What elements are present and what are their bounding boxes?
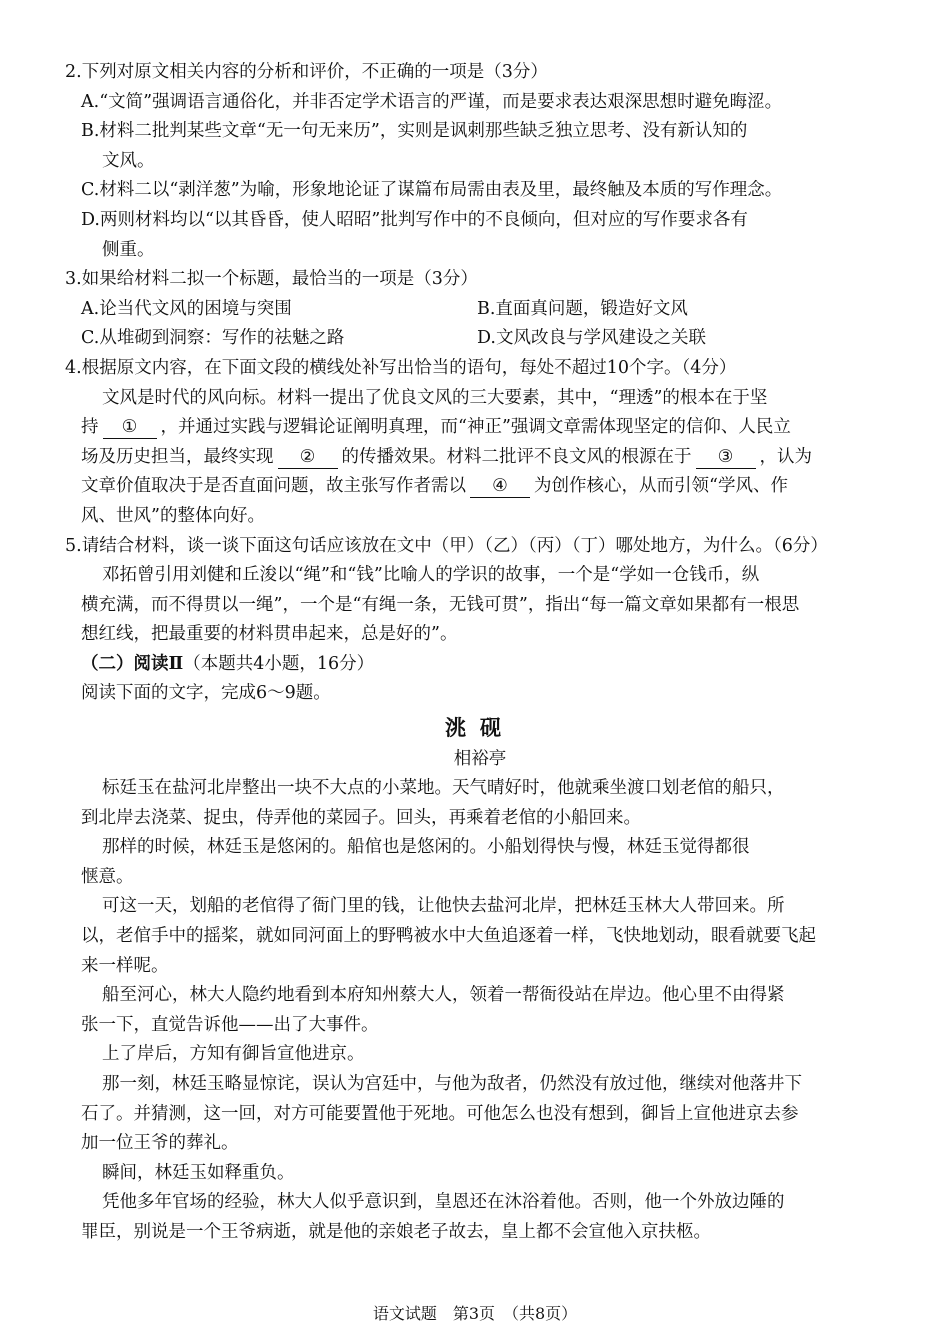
page-footer: 语文试题 第3页 （共8页） (372, 1304, 578, 1323)
q3-options-row-1 (60, 295, 900, 325)
q3-option-c: C.从堆砌到洞察：写作的祛魅之路 (81, 328, 345, 349)
q4-stem: 4.根据原文内容，在下面文段的横线处补写出恰当的语句，每处不超过10个字。（4分） (65, 357, 737, 378)
q2-option-c: C.材料二以“剥洋葱”为喻，形象地论证了谋篇布局需由表及里，最终触及本质的写作理念。 (81, 180, 783, 201)
article-paragraph-line: 来一样呢。 (81, 955, 169, 976)
q4-text: 场及历史担当，最终实现 (81, 446, 274, 467)
section-heading (60, 650, 900, 680)
exam-page (60, 58, 900, 1248)
article-paragraph-line: 那样的时候，林廷玉是悠闲的。船倌也是悠闲的。小船划得快与慢，林廷玉觉得都很 (102, 837, 750, 858)
article-paragraph-line: 可这一天，划船的老倌得了衙门里的钱，让他快去盐河北岸，把林廷玉林大人带回来。所 (102, 896, 785, 917)
q5-quote-line-2: 横充满，而不得贯以一绳”，一个是“有绳一条，无钱可贯”，指出“每一篇文章如果都有一根思 (81, 594, 800, 615)
section-heading-detail: （本题共4小题，16分） (183, 653, 375, 674)
article-paragraph-line: 以，老倌手中的摇桨，就如同河面上的野鸭被水中大鱼追逐着一样，飞快地划动，眼看就要飞起 (81, 926, 816, 947)
q4-text: ，认为 (759, 446, 812, 467)
q2-option-b: B.材料二批判某些文章“无一句无来历”，实则是讽刺那些缺乏独立思考、没有新认知的 (81, 121, 748, 142)
section-heading-label: （二）阅读Ⅱ (81, 653, 184, 674)
q4-passage-line-4 (60, 472, 900, 502)
section-instruction: 阅读下面的文字，完成6～9题。 (81, 683, 331, 704)
q2-option-b-cont: 文风。 (102, 150, 155, 171)
article-paragraph-line: 那一刻，林廷玉略显惊诧，误认为宫廷中，与他为敌者，仍然没有放过他，继续对他落井下 (102, 1074, 802, 1094)
article-paragraph-line: 瞬间，林廷玉如释重负。 (102, 1162, 295, 1183)
q4-passage-line-2 (60, 413, 900, 443)
article-paragraph-line: 加一位王爷的葬礼。 (81, 1133, 239, 1154)
q4-blank-4: ④ (470, 475, 530, 498)
article-paragraph-line: 罪臣，别说是一个王爷病逝，就是他的亲娘老子故去，皇上都不会宣他入京扶柩。 (81, 1221, 711, 1242)
article-paragraph-line: 凭他多年官场的经验，林大人似乎意识到，皇恩还在沐浴着他。否则，他一个外放边陲的 (102, 1192, 785, 1213)
q2-option-d: D.两则材料均以“以其昏昏，使人昭昭”批判写作中的不良倾向，但对应的写作要求各有 (81, 209, 748, 230)
q3-option-d: D.文风改良与学风建设之关联 (477, 328, 706, 349)
q2-stem: 2.下列对原文相关内容的分析和评价，不正确的一项是（3分） (65, 62, 548, 82)
article-title: 洮砚 (445, 715, 515, 741)
q5-quote-line-1: 邓拓曾引用刘健和丘浚以“绳”和“钱”比喻人的学识的故事，一个是“学如一仓钱币，纵 (102, 565, 760, 586)
article-paragraph-line: 船至河心，林大人隐约地看到本府知州蔡大人，领着一帮衙役站在岸边。他心里不由得紧 (102, 985, 785, 1006)
article-paragraph-line: 石了。并猜测，这一回，对方可能要置他于死地。可他怎么也没有想到，御旨上宣他进京去参 (81, 1103, 799, 1124)
q3-option-b: B.直面真问题，锻造好文风 (477, 298, 688, 319)
q4-text: 持 (81, 417, 99, 438)
q5-stem: 5.请结合材料，谈一谈下面这句话应该放在文中（甲）（乙）（丙）（丁）哪处地方，为什么。（6分） (65, 535, 828, 556)
q4-text: ，并通过实践与逻辑论证阐明真理，而“神正”强调文章需体现坚定的信仰、人民立 (160, 417, 791, 438)
q3-option-a: A.论当代文风的困境与突围 (81, 298, 292, 319)
article-paragraph-line: 惬意。 (81, 866, 134, 887)
q4-passage-line-5: 风、世风”的整体向好。 (81, 505, 265, 526)
q4-blank-1: ① (103, 416, 157, 439)
article-paragraph-line: 上了岸后，方知有御旨宣他进京。 (102, 1044, 365, 1065)
q4-blank-3: ③ (696, 446, 756, 469)
q3-stem: 3.如果给材料二拟一个标题，最恰当的一项是（3分） (65, 269, 478, 290)
q2-option-a: A.“文简”强调语言通俗化，并非否定学术语言的严谨，而是要求表达艰深思想时避免晦涩。 (81, 91, 783, 112)
q2-option-d-cont: 侧重。 (102, 239, 155, 260)
article-paragraph-line: 标廷玉在盐河北岸整出一块不大点的小菜地。天气晴好时，他就乘坐渡口划老倌的船只， (102, 778, 785, 799)
q5-quote-line-3: 想红线，把最重要的材料贯串起来，总是好的”。 (81, 624, 458, 645)
q4-blank-2: ② (278, 446, 338, 469)
article-body (60, 774, 900, 1248)
q4-passage-line-1: 文风是时代的风向标。材料一提出了优良文风的三大要素，其中，“理透”的根本在于坚 (102, 387, 768, 408)
q4-text: 文章价值取决于是否直面问题，故主张写作者需以 (81, 476, 466, 497)
q4-text: 的传播效果。材料二批评不良文风的根源在于 (341, 446, 692, 467)
q3-options-row-2 (60, 324, 900, 354)
article-paragraph-line: 张一下，直觉告诉他——出了大事件。 (81, 1014, 379, 1035)
article-paragraph-line: 到北岸去浇菜、捉虫，侍弄他的菜园子。回头，再乘着老倌的小船回来。 (81, 807, 641, 828)
q4-passage-line-3 (60, 443, 900, 473)
q4-text: 为创作核心，从而引领“学风、作 (534, 476, 788, 497)
article-author: 相裕亭 (453, 749, 507, 770)
